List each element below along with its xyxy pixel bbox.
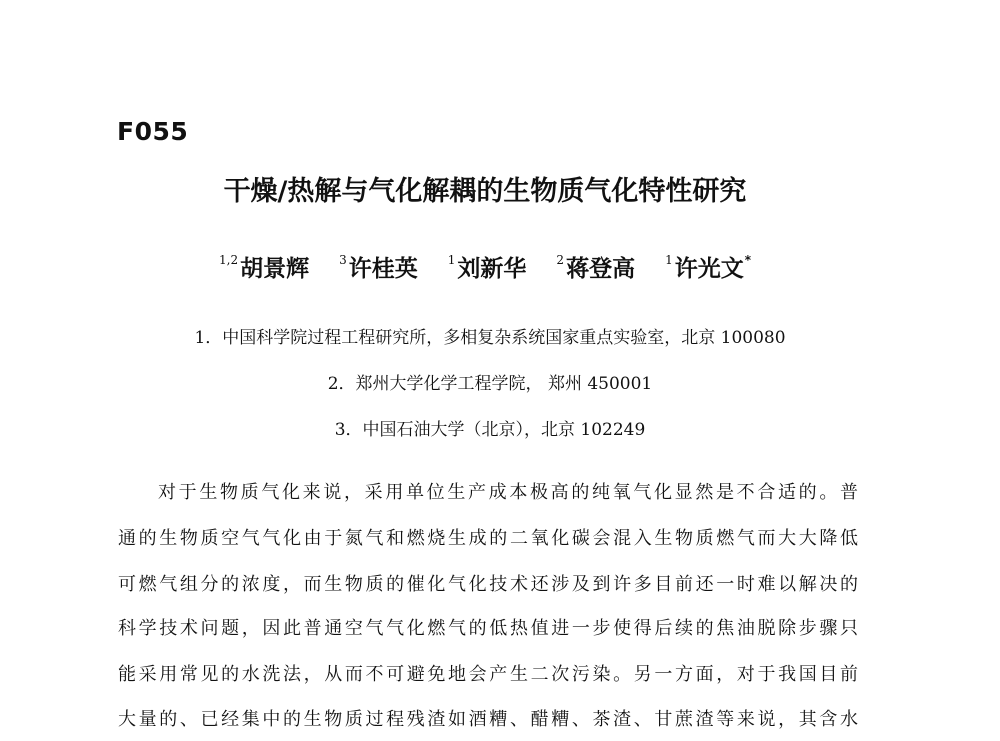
author-affiliation-mark: 3 xyxy=(339,253,347,267)
author xyxy=(556,250,635,283)
body-text-line: 对于生物质气化来说，采用单位生产成本极高的纯氧气化显然是不合适的。普 xyxy=(158,482,858,503)
author xyxy=(665,250,751,283)
author-name: 许桂英 xyxy=(348,256,418,282)
author-list xyxy=(0,250,970,283)
author-name: 许光文 xyxy=(674,256,744,282)
affiliation-2: 2．郑州大学化学工程学院， 郑州 450001 xyxy=(327,374,653,394)
body-text-line: 能采用常见的水洗法，从而不可避免地会产生二次污染。另一方面，对于我国目前 xyxy=(118,664,858,685)
author-affiliation-mark: 1 xyxy=(665,253,673,267)
author xyxy=(448,250,527,283)
author-affiliation-mark: 1 xyxy=(447,253,456,267)
paper-title: 干燥/热解与气化解耦的生物质气化特性研究 xyxy=(223,176,747,207)
corresponding-author-mark: * xyxy=(744,253,751,267)
body-text-line: 可燃气组分的浓度，而生物质的催化气化技术还涉及到许多目前还一时难以解决的 xyxy=(118,574,858,595)
author-affiliation-mark: 1,2 xyxy=(219,253,239,267)
body-text-line: 大量的、已经集中的生物质过程残渣如酒糟、醋糟、茶渣、甘蔗渣等来说，其含水 xyxy=(118,709,858,730)
author xyxy=(339,250,418,283)
author-name: 刘新华 xyxy=(457,256,527,282)
body-text-line: 科学技术问题，因此普通空气气化燃气的低热值进一步使得后续的焦油脱除步骤只 xyxy=(118,618,858,639)
author-name: 胡景辉 xyxy=(240,256,310,282)
affiliation-1: 1．中国科学院过程工程研究所，多相复杂系统国家重点实验室，北京 100080 xyxy=(194,328,786,348)
paper-code: F055 xyxy=(117,117,189,146)
affiliation-3: 3．中国石油大学（北京），北京 102249 xyxy=(334,420,646,440)
author-affiliation-mark: 2 xyxy=(556,253,565,267)
author-name: 蒋登高 xyxy=(566,256,636,282)
body-text-line: 通的生物质空气气化由于氮气和燃烧生成的二氧化碳会混入生物质燃气而大大降低 xyxy=(118,528,858,549)
author xyxy=(219,250,309,283)
